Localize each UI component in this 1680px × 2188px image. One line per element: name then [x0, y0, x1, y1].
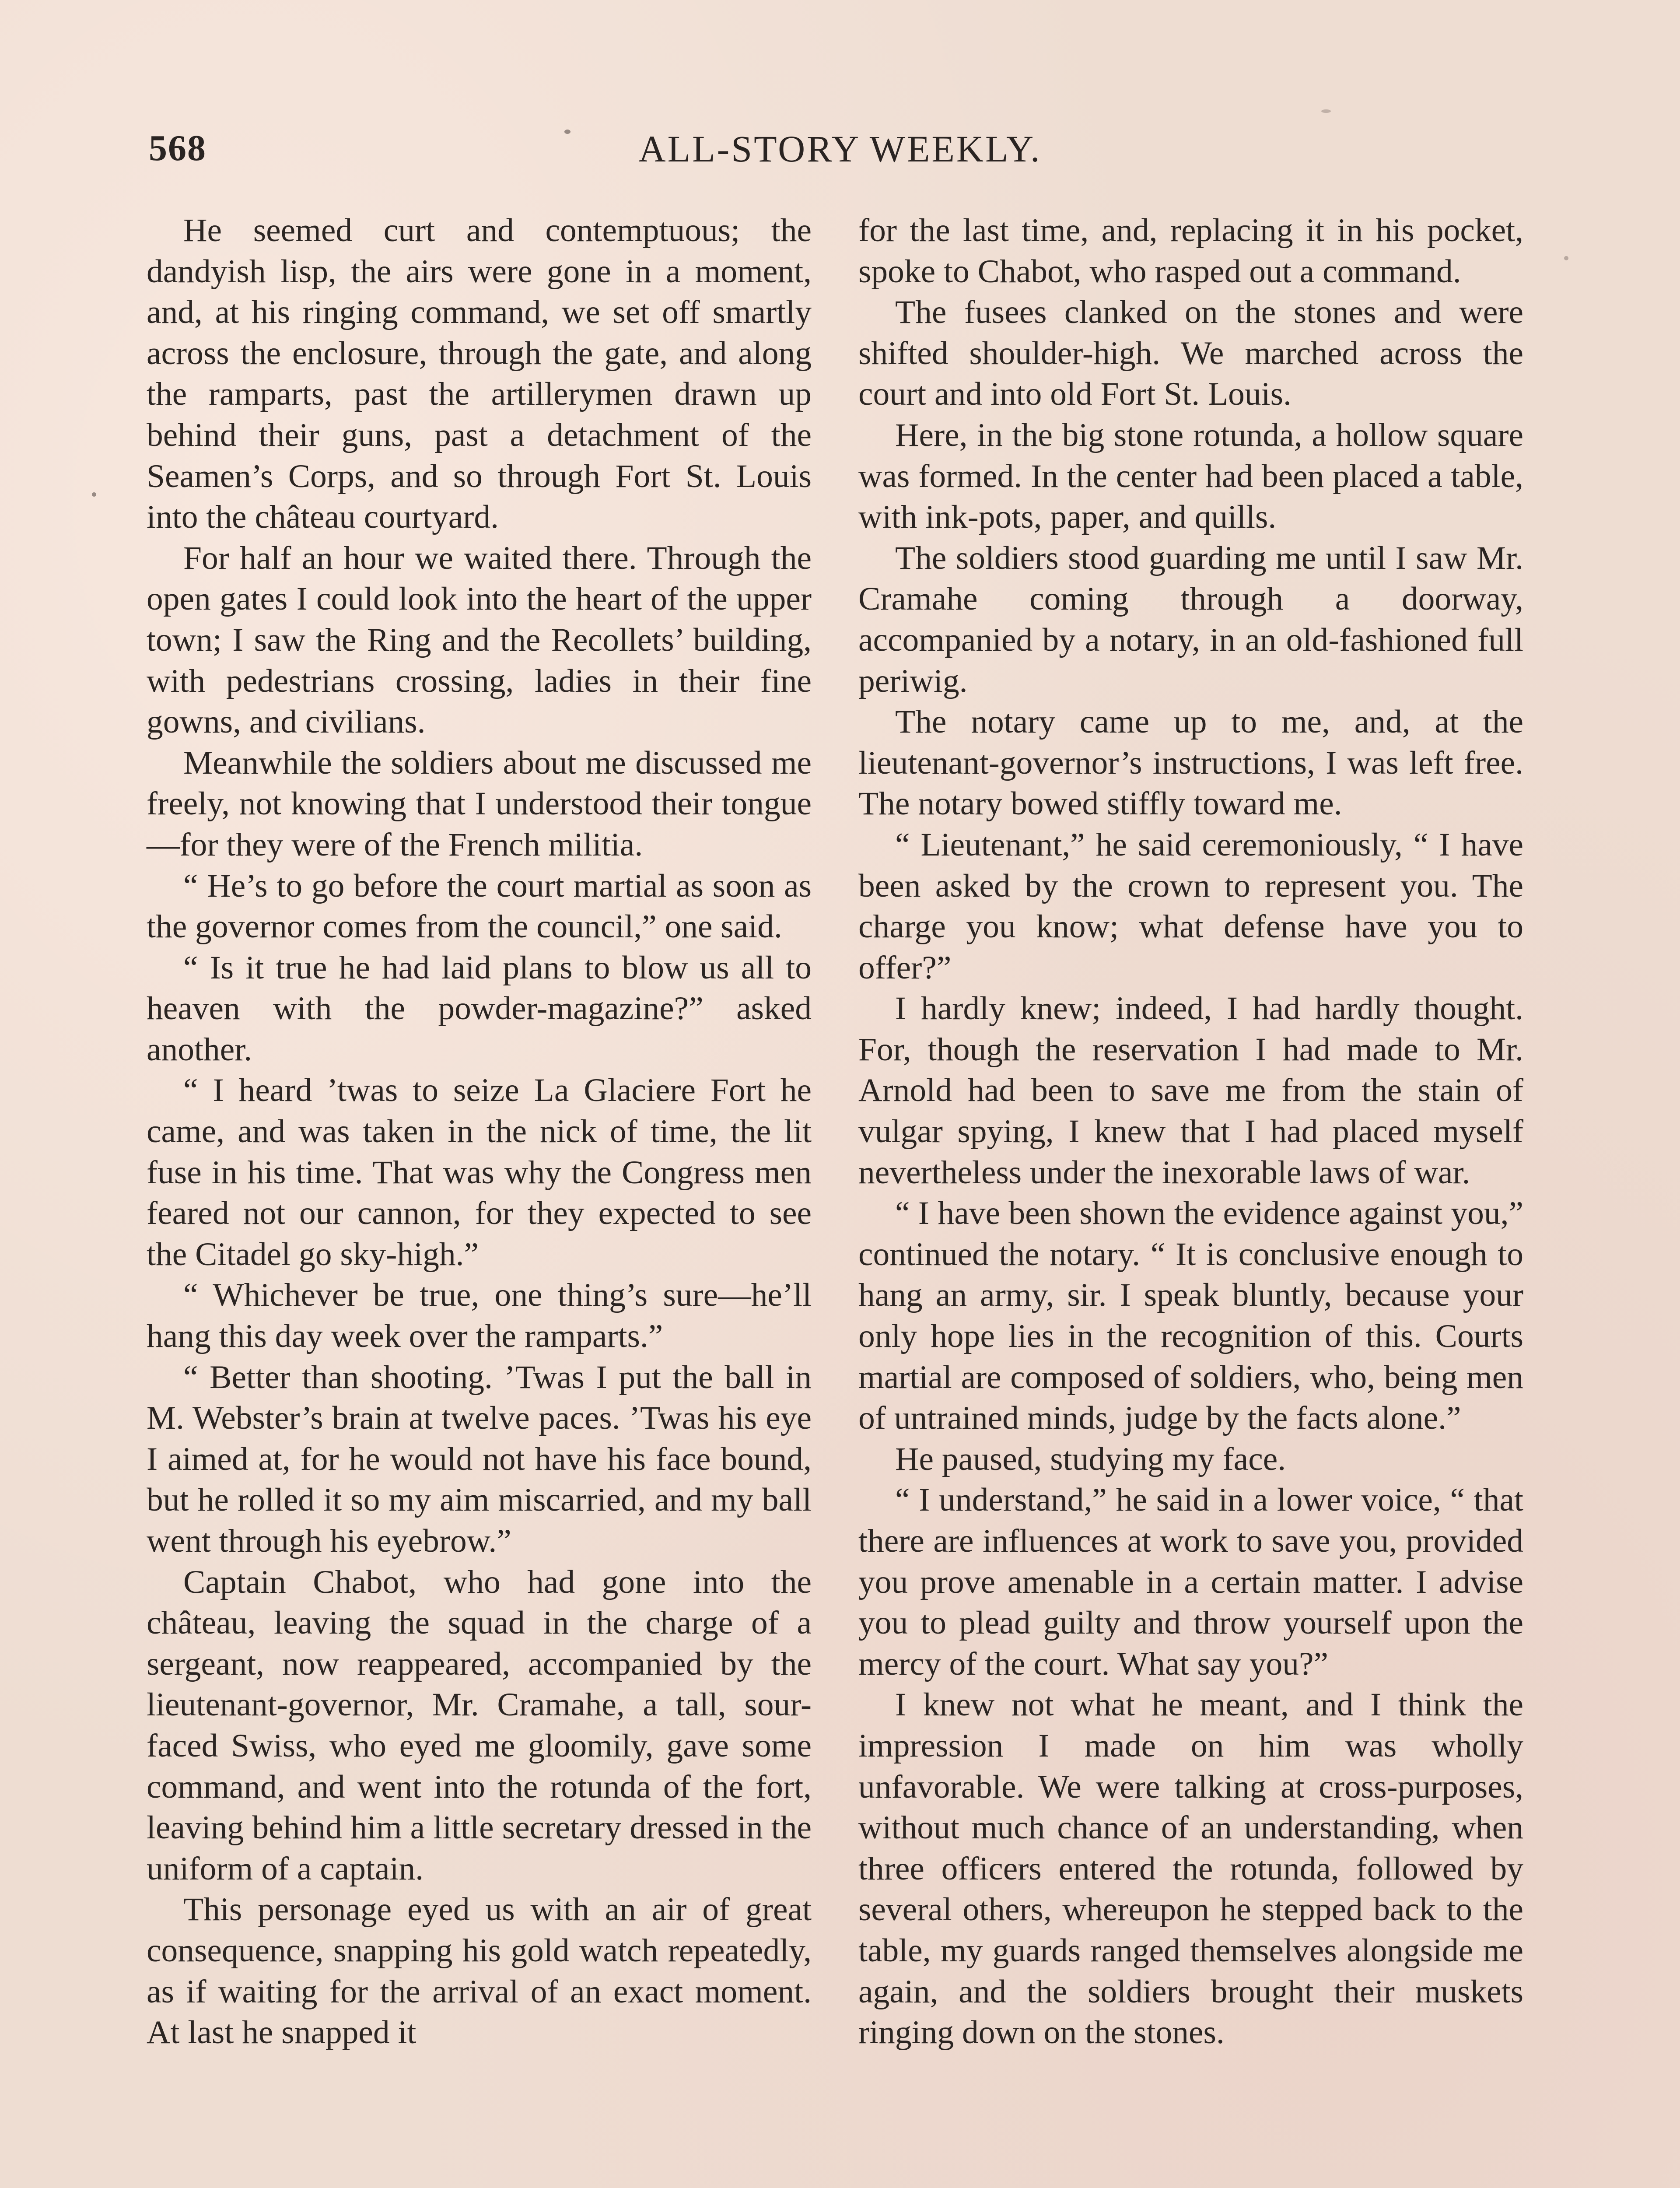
paragraph: The fusees clanked on the stones and were shifted shoulder-high. We marched across the court and into old Fort St. Louis. — [858, 294, 1523, 413]
paragraph: “ I heard ’twas to seize La Glaciere Fort he came, and was taken in the nick of time, the lit fuse in his time. That was why the Congress men feared not our cannon, for they expected to see the Citadel go sky-high.” — [147, 1072, 812, 1273]
running-head: ALL-STORY WEEKLY. — [638, 128, 1042, 170]
left-column — [147, 210, 812, 2053]
paper-speck — [92, 492, 96, 497]
paragraph: “ He’s to go before the court martial as soon as the governor comes from the council,” one said. — [147, 867, 812, 945]
paragraph: “ Lieutenant,” he said ceremoniously, “ I have been asked by the crown to represent you. The charge you know; what defense have you to offer?” — [858, 826, 1523, 986]
paragraph: I hardly knew; indeed, I had hardly thought. For, though the reservation I had made to Mr. Arnold had been to save me from the stain of vulgar spying, I knew that I had placed myself nevertheless under the inexorable laws of war. — [858, 990, 1523, 1191]
paragraph: “ I have been shown the evidence against you,” continued the notary. “ It is conclusive enough to hang an army, sir. I speak bluntly, because your only hope lies in the recognition of this. Courts martial are composed of soldiers, who, being men of untrained minds, judge by the facts alone.” — [858, 1195, 1523, 1437]
paragraph: For half an hour we waited there. Through the open gates I could look into the heart of the upper town; I saw the Ring and the Recollets’ building, with pedestrians crossing, ladies in their fine gowns, and civilians. — [147, 540, 812, 740]
paragraph: “ I understand,” he said in a lower voice, “ that there are influences at work to save you, provided you prove amenable in a certain matter. I advise you to plead guilty and throw yourself upon the mercy of the court. What say you?” — [858, 1482, 1523, 1682]
paper-speck — [564, 130, 570, 134]
paragraph: “ Is it true he had laid plans to blow us all to heaven with the powder-magazine?” asked another. — [147, 949, 812, 1068]
paragraph: Captain Chabot, who had gone into the château, leaving the squad in the charge of a sergeant, now reappeared, accompanied by the lieutenant-governor, Mr. Cramahe, a tall, sour-faced Swiss, who eyed me gloomily, gave some command, and went into the rotunda of the fort, leaving behind him a little secretary dressed in the uniform of a captain. — [147, 1564, 812, 1887]
paper-speck — [1321, 109, 1331, 113]
paragraph: This personage eyed us with an air of great consequence, snapping his gold watch repeatedly, as if waiting for the arrival of an exact moment. At last he snapped it — [147, 1891, 812, 2051]
continued-paragraph: for the last time, and, replacing it in his pocket, spoke to Chabot, who rasped out a command. — [858, 212, 1523, 290]
paragraph: “ Whichever be true, one thing’s sure—he’ll hang this day week over the ramparts.” — [147, 1277, 812, 1355]
paragraph: He paused, studying my face. — [895, 1441, 1286, 1477]
page-number: 568 — [149, 128, 206, 168]
paragraph: The soldiers stood guarding me until I saw Mr. Cramahe coming through a doorway, accompanied by a notary, in an old-fashioned full periwig. — [858, 540, 1523, 699]
paragraph: Here, in the big stone rotunda, a hollow square was formed. In the center had been placed a table, with ink-pots, paper, and quills. — [858, 417, 1523, 536]
paragraph: “ Better than shooting. ’Twas I put the ball in M. Webster’s brain at twelve paces. ’Twas his eye I aimed at, for he would not have his face bound, but he rolled it so my aim miscarried, and my ball went through his eyebrow.” — [147, 1359, 812, 1559]
paragraph: I knew not what he meant, and I think the impression I made on him was wholly unfavorable. We were talking at cross-purposes, without much chance of an understanding, when three officers entered the rotunda, followed by several others, whereupon he stepped back to the table, my guards ranged themselves alongside me again, and the soldiers brought their muskets ringing down on the stones. — [858, 1687, 1523, 2051]
page-header — [149, 127, 1531, 184]
paper-speck — [1564, 256, 1568, 260]
paragraph: The notary came up to me, and, at the lieutenant-governor’s instructions, I was left free. The notary bowed stiffly toward me. — [858, 704, 1523, 822]
right-column — [858, 210, 1523, 2053]
paragraph: He seemed curt and contemptuous; the dandyish lisp, the airs were gone in a moment, and, at his ringing command, we set off smartly across the enclosure, through the gate, and along the ramparts, past the artillerymen drawn up behind their guns, past a detachment of the Seamen’s Corps, and so through Fort St. Louis into the château courtyard. — [147, 212, 812, 536]
paragraph: Meanwhile the soldiers about me discussed me freely, not knowing that I understood their tongue—for they were of the French militia. — [147, 744, 812, 863]
